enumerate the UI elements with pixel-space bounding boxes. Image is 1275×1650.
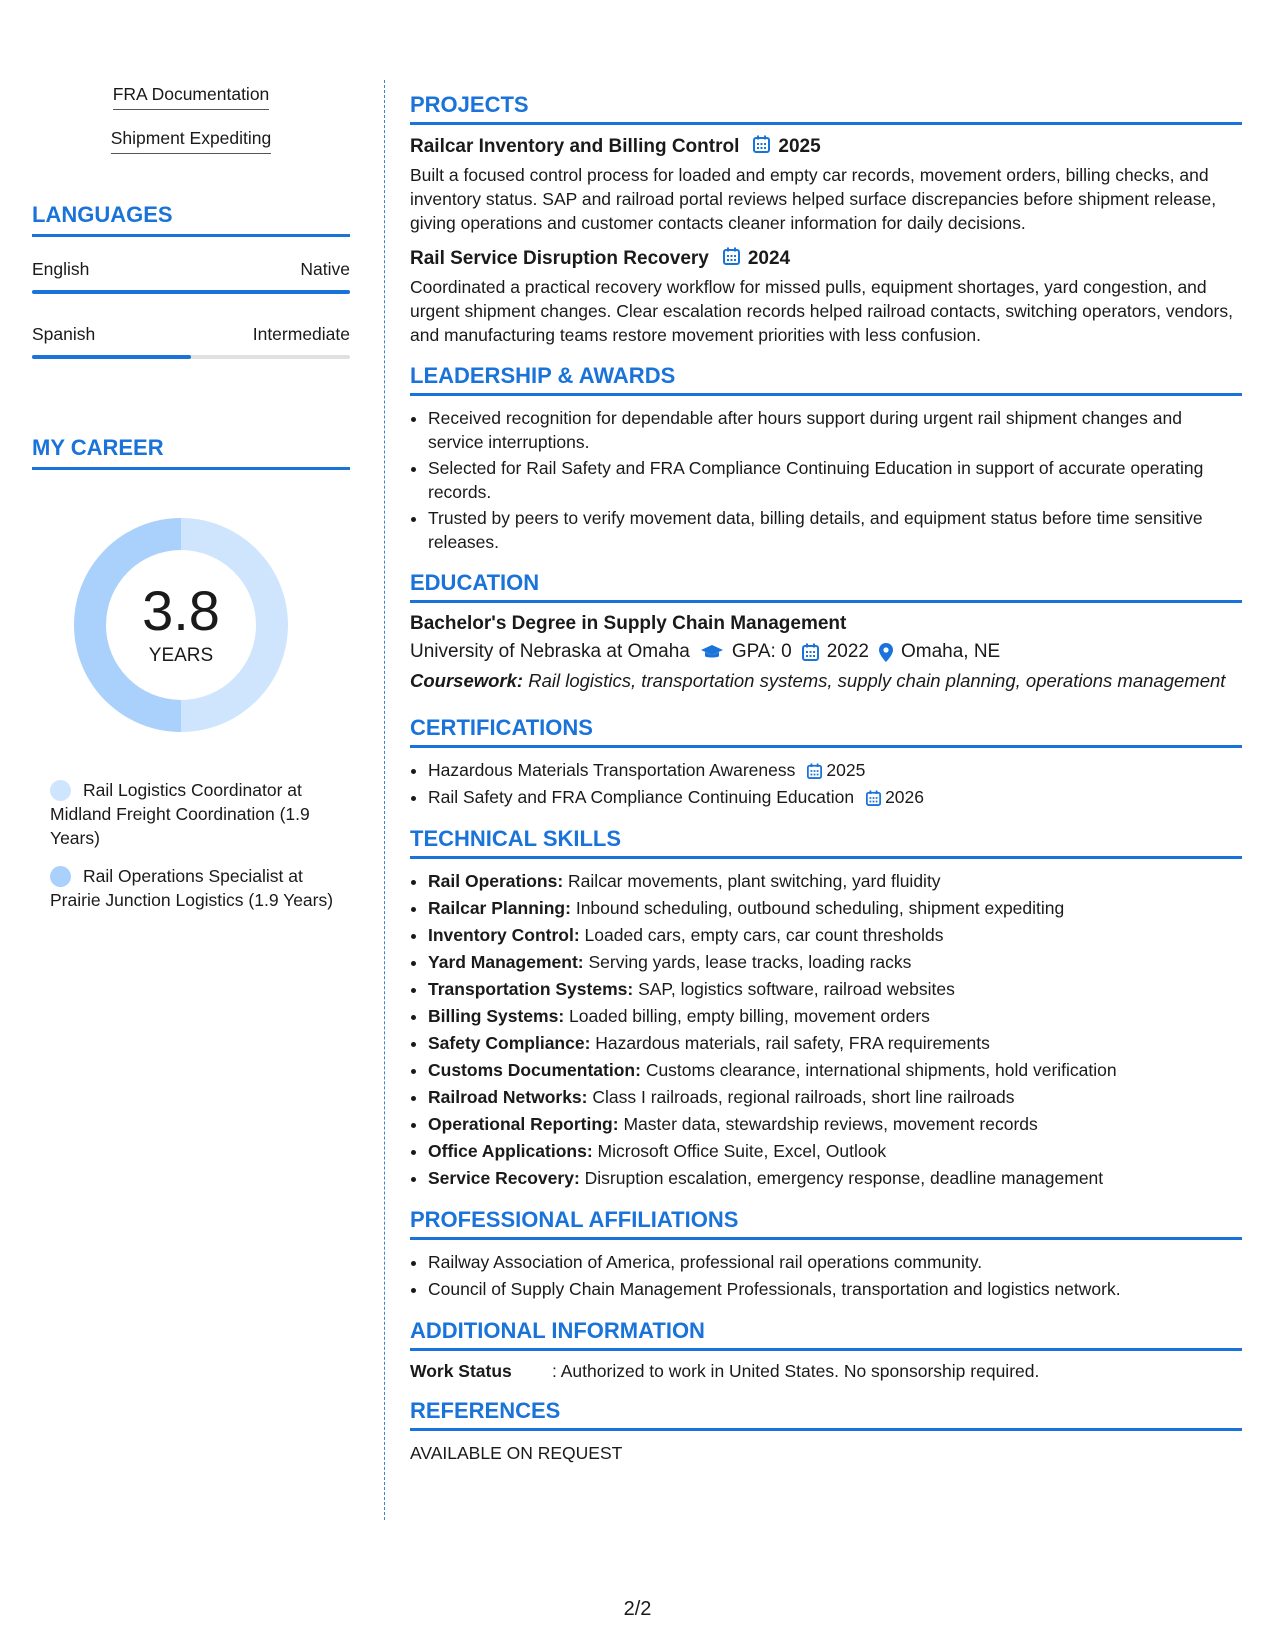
skill-item: • Safety Compliance: Hazardous materials, rail safety, FRA requirements (428, 1031, 1242, 1056)
skill-item: • Inventory Control: Loaded cars, empty cars, car count thresholds (428, 923, 1242, 948)
additional-title: ADDITIONAL INFORMATION (410, 1318, 1242, 1351)
project-name: Railcar Inventory and Billing Control (410, 136, 740, 157)
language-item (32, 324, 350, 359)
sidebar (32, 84, 350, 926)
skill-item: • Transportation Systems: SAP, logistics software, railroad websites (428, 977, 1242, 1002)
additional-section (410, 1318, 1242, 1382)
strength-item: Shipment Expediting (32, 128, 350, 154)
calendar-icon (866, 790, 881, 806)
career-donut (66, 510, 296, 740)
references-title: REFERENCES (410, 1398, 1242, 1431)
education-coursework: Coursework: Rail logistics, transportation systems, supply chain planning, operations management (410, 670, 1226, 691)
graduation-cap-icon (700, 644, 724, 660)
skills-section (410, 826, 1242, 1191)
list-item: • Hazardous Materials Transportation Awareness 2025 (428, 758, 1242, 783)
skill-item: • Yard Management: Serving yards, lease tracks, loading racks (428, 950, 1242, 975)
education-section (410, 570, 1242, 693)
page-number: 2/2 (623, 1598, 652, 1620)
language-bar-fill (32, 290, 350, 294)
skill-item: • Railcar Planning: Inbound scheduling, outbound scheduling, shipment expediting (428, 896, 1242, 921)
list-item: • Selected for Rail Safety and FRA Compliance Continuing Education in support of accurate operating records. (428, 456, 1242, 504)
list-item: • Rail Safety and FRA Compliance Continuing Education 2026 (428, 785, 1242, 810)
projects-title: PROJECTS (410, 92, 1242, 125)
affiliations-title: PROFESSIONAL AFFILIATIONS (410, 1207, 1242, 1240)
language-level: Native (300, 259, 350, 279)
language-level: Intermediate (252, 324, 350, 344)
strength-item: FRA Documentation (32, 84, 350, 110)
work-status-label: Work Status (410, 1361, 512, 1381)
project-year: 2024 (747, 248, 791, 269)
education-degree: Bachelor's Degree in Supply Chain Management (410, 613, 847, 634)
location-pin-icon (879, 643, 893, 662)
calendar-icon (807, 763, 822, 779)
certifications-section (410, 715, 1242, 810)
list-item: • Trusted by peers to verify movement data, billing details, and equipment status before time sensitive releases. (428, 506, 1242, 554)
calendar-icon (753, 135, 770, 159)
skill-item: • Office Applications: Microsoft Office Suite, Excel, Outlook (428, 1139, 1242, 1164)
education-school: University of Nebraska at Omaha (410, 641, 690, 662)
skill-item: • Service Recovery: Disruption escalation, emergency response, deadline management (428, 1166, 1242, 1191)
project-desc: Built a focused control process for loaded and empty car records, movement orders, billing checks, and inventory status. SAP and railroad portal reviews helped surface discrepancies before shipment release, giving operations and customer contacts cleaner information for daily decisions. (410, 165, 1217, 233)
education-title: EDUCATION (410, 570, 1242, 603)
certifications-title: CERTIFICATIONS (410, 715, 1242, 748)
language-bar (32, 355, 350, 359)
career-item: Rail Logistics Coordinator at Midland Freight Coordination (1.9 Years) (50, 780, 310, 848)
career-total-value: 3.8 (142, 579, 220, 642)
project-item (410, 135, 1242, 235)
calendar-icon (723, 247, 740, 271)
skill-item: • Railroad Networks: Class I railroads, regional railroads, short line railroads (428, 1085, 1242, 1110)
education-gpa: GPA: 0 (731, 641, 792, 662)
language-bar (32, 290, 350, 294)
projects-section (410, 92, 1242, 347)
column-divider (384, 80, 385, 1520)
career-dot-icon (50, 780, 71, 801)
references-text: AVAILABLE ON REQUEST (410, 1443, 623, 1463)
list-item: • Received recognition for dependable after hours support during urgent rail shipment changes and service interruptions. (428, 406, 1242, 454)
skill-item: • Rail Operations: Railcar movements, plant switching, yard fluidity (428, 869, 1242, 894)
project-item (410, 247, 1242, 347)
languages-title: LANGUAGES (32, 202, 350, 237)
leadership-section (410, 363, 1242, 554)
career-total-unit: YEARS (148, 645, 214, 666)
leadership-title: LEADERSHIP & AWARDS (410, 363, 1242, 396)
calendar-icon (802, 643, 819, 661)
language-name: English (32, 259, 90, 279)
work-status-value: : Authorized to work in United States. No sponsorship required. (552, 1361, 1040, 1381)
education-year: 2022 (826, 641, 869, 662)
list-item: • Council of Supply Chain Management Professionals, transportation and logistics network. (428, 1277, 1242, 1302)
career-item: Rail Operations Specialist at Prairie Junction Logistics (1.9 Years) (50, 866, 334, 910)
project-year: 2025 (778, 136, 821, 157)
affiliations-section (410, 1207, 1242, 1302)
career-dot-icon (50, 866, 71, 887)
skills-title: TECHNICAL SKILLS (410, 826, 1242, 859)
skill-item: • Customs Documentation: Customs clearance, international shipments, hold verification (428, 1058, 1242, 1083)
skill-item: • Billing Systems: Loaded billing, empty billing, movement orders (428, 1004, 1242, 1029)
language-item (32, 259, 350, 294)
references-section (410, 1398, 1242, 1465)
career-title: MY CAREER (32, 435, 350, 470)
education-location: Omaha, NE (900, 641, 1001, 662)
main-column (410, 92, 1242, 1481)
language-name: Spanish (32, 324, 96, 344)
project-name: Rail Service Disruption Recovery (410, 248, 709, 269)
list-item: • Railway Association of America, professional rail operations community. (428, 1250, 1242, 1275)
language-bar-fill (32, 355, 191, 359)
career-list (50, 778, 350, 912)
project-desc: Coordinated a practical recovery workflow for missed pulls, equipment shortages, yard congestion, and urgent shipment changes. Clear escalation records helped railroad contacts, switching operators, vendors, and manufacturing teams restore movement priorities with less confusion. (410, 277, 1233, 345)
skill-item: • Operational Reporting: Master data, stewardship reviews, movement records (428, 1112, 1242, 1137)
